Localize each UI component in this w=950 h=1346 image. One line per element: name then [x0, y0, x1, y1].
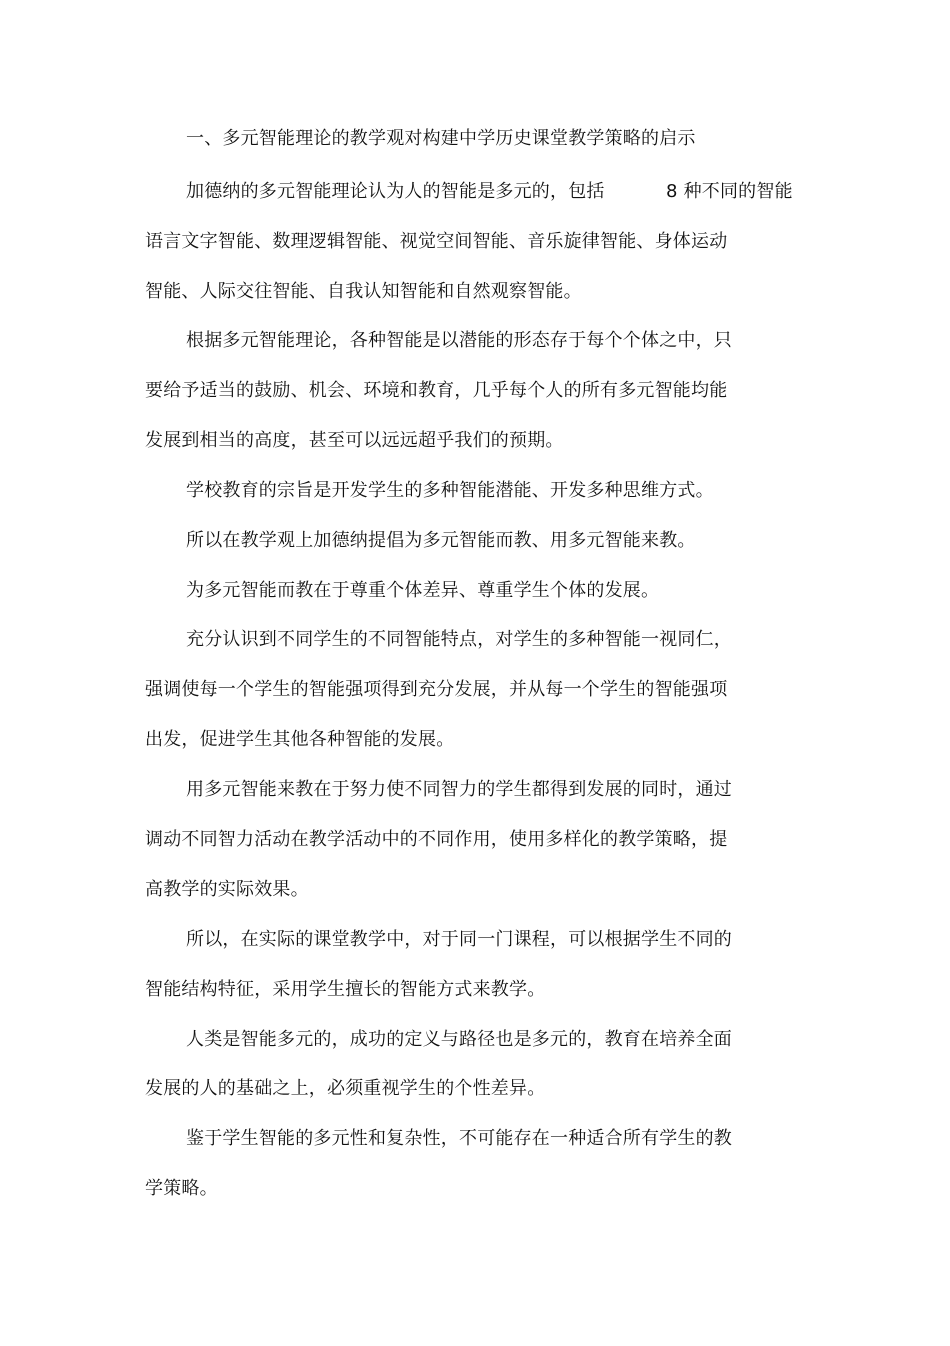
paragraph-line: 8 种不同的智能	[666, 181, 793, 202]
paragraph-line: 高教学的实际效果。	[145, 879, 309, 900]
paragraph-line: 为多元智能而教在于尊重个体差异、尊重学生个体的发展。	[186, 580, 660, 601]
paragraph-line: 所以，在实际的课堂教学中，对于同一门课程，可以根据学生不同的	[186, 929, 732, 950]
paragraph-line: 语言文字智能、数理逻辑智能、视觉空间智能、音乐旋律智能、身体运动	[145, 231, 728, 252]
paragraph-line: 加德纳的多元智能理论认为人的智能是多元的，包括	[186, 181, 605, 202]
paragraph-line: 所以在教学观上加德纳提倡为多元智能而教、用多元智能来教。	[186, 530, 696, 551]
paragraph-line: 调动不同智力活动在教学活动中的不同作用，使用多样化的教学策略，提	[145, 829, 728, 850]
paragraph-line: 人类是智能多元的，成功的定义与路径也是多元的，教育在培养全面	[186, 1029, 732, 1050]
paragraph-line: 要给予适当的鼓励、机会、环境和教育，几乎每个人的所有多元智能均能	[145, 380, 728, 401]
section-heading: 一、多元智能理论的教学观对构建中学历史课堂教学策略的启示	[186, 128, 696, 149]
paragraph-line: 学策略。	[145, 1178, 218, 1199]
paragraph-line: 出发，促进学生其他各种智能的发展。	[145, 729, 455, 750]
paragraph-line: 根据多元智能理论，各种智能是以潜能的形态存于每个个体之中，只	[186, 330, 732, 351]
paragraph-line: 智能、人际交往智能、自我认知智能和自然观察智能。	[145, 281, 582, 302]
paragraph-line: 学校教育的宗旨是开发学生的多种智能潜能、开发多种思维方式。	[186, 480, 714, 501]
paragraph-line: 充分认识到不同学生的不同智能特点，对学生的多种智能一视同仁，	[186, 629, 732, 650]
paragraph-line: 发展到相当的高度，甚至可以远远超乎我们的预期。	[145, 430, 564, 451]
paragraph-line: 用多元智能来教在于努力使不同智力的学生都得到发展的同时，通过	[186, 779, 732, 800]
paragraph-line: 发展的人的基础之上，必须重视学生的个性差异。	[145, 1078, 546, 1099]
paragraph-line: 智能结构特征，采用学生擅长的智能方式来教学。	[145, 979, 546, 1000]
paragraph-line: 鉴于学生智能的多元性和复杂性，不可能存在一种适合所有学生的教	[186, 1128, 732, 1149]
paragraph-line: 强调使每一个学生的智能强项得到充分发展，并从每一个学生的智能强项	[145, 679, 728, 700]
